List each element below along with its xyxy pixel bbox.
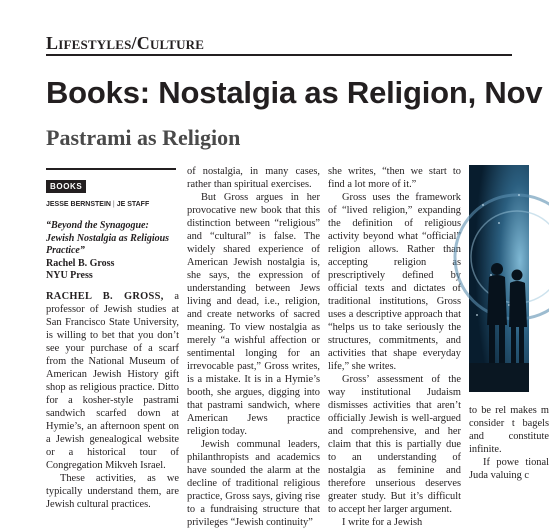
article-column-2 xyxy=(187,165,320,529)
deck-subtitle: Pastrami as Religion xyxy=(46,125,241,150)
book-author: Rachel B. Gross xyxy=(46,257,115,269)
article-column-1 xyxy=(46,290,179,511)
article-column-4 xyxy=(469,404,549,482)
book-publisher: NYU Press xyxy=(46,270,93,281)
book-info-sidebar xyxy=(46,168,176,283)
section-label: Lifestyles/Culture xyxy=(46,33,205,53)
article-photo xyxy=(469,165,529,392)
books-tag: BOOKS xyxy=(46,180,86,193)
paragraph: of nostalgia, in many cases, rather than spiritual exercises. xyxy=(187,166,320,190)
paragraph: These activities, as we typically understand them, are Jewish cultural practices. xyxy=(46,473,179,510)
paragraph: she writes, “then we start to find a lot more of it.” xyxy=(328,166,461,190)
paragraph: I write for a Jewish xyxy=(342,517,423,528)
paragraph: If powe tional Juda valuing c xyxy=(469,457,549,481)
headline: Books: Nostalgia as Religion, Nov xyxy=(46,75,543,110)
paragraph: Jewish communal leaders, philanthropists and academics have sounded the alarm at the decline of traditional religious practice, Gross says, giving rise to a fundraising structure that privileges “Jewish continuity” xyxy=(187,439,320,528)
paragraph: But Gross argues in her provocative new book that this distinction between “religious” and “cultural” is false. The widely shared experience of American Jewish nostalgia is, she says, the expression of understanding between Jews living and dead, i.e., religion, and create networks of sacred meaning. To view nostalgia as merely “a wishful affection or sentimental longing for an irrevocable past,” Gross writes, is a mistake. It is in a Hymie’s booth, she argues, digging into that pastrami sandwich, where American Jews practice religion today. xyxy=(187,192,320,437)
section-rule xyxy=(46,54,512,56)
lead-in: RACHEL B. GROSS, xyxy=(46,291,164,302)
book-title: “Beyond the Synagogue: Jewish Nostalgia as Religious Practice” xyxy=(46,220,170,256)
paragraph: to be rel makes m consider t bagels and constitute infinite. xyxy=(469,405,549,455)
article-column-3 xyxy=(328,165,461,529)
paragraph xyxy=(46,290,179,472)
photo-illustration xyxy=(469,165,529,392)
byline xyxy=(46,201,176,208)
paragraph: Gross’ assessment of the way institutional Judaism dismisses activities that aren’t officially Jewish is well-argued and comprehensive, and her claim that this is partially due to an understanding of nostalgia as feminine and therefore unserious deserves greater study. But it’s difficult to accept her larger argument. xyxy=(328,374,461,515)
byline-role: JE STAFF xyxy=(116,201,150,208)
lead-paragraph-text: a professor of Jewish studies at San Francisco State University, is willing to bet that you don’t see your purchase of a scarf from the National Museum of American Jewish History gift shop as religious practice. Ditto for a kosher-style pastrami sandwich scarfed down at Hymie’s, an afternoon spent on a Jewish genealogical website or a historical tour of Congregation Mikveh Israel. xyxy=(46,291,179,471)
byline-separator: | xyxy=(110,201,117,208)
paragraph: Gross uses the framework of “lived religion,” expanding the definition of religious activity beyond what “official” religion allows. Rather than accepting religion as prescriptively defined by official texts and dictates of traditional institutions, Gross uses a descriptive approach that “helps us to take seriously the structures, commitments, and activities that shape everyday life,” she writes. xyxy=(328,192,461,372)
sidebar-rule xyxy=(46,168,176,170)
byline-name: JESSE BERNSTEIN xyxy=(46,201,111,208)
